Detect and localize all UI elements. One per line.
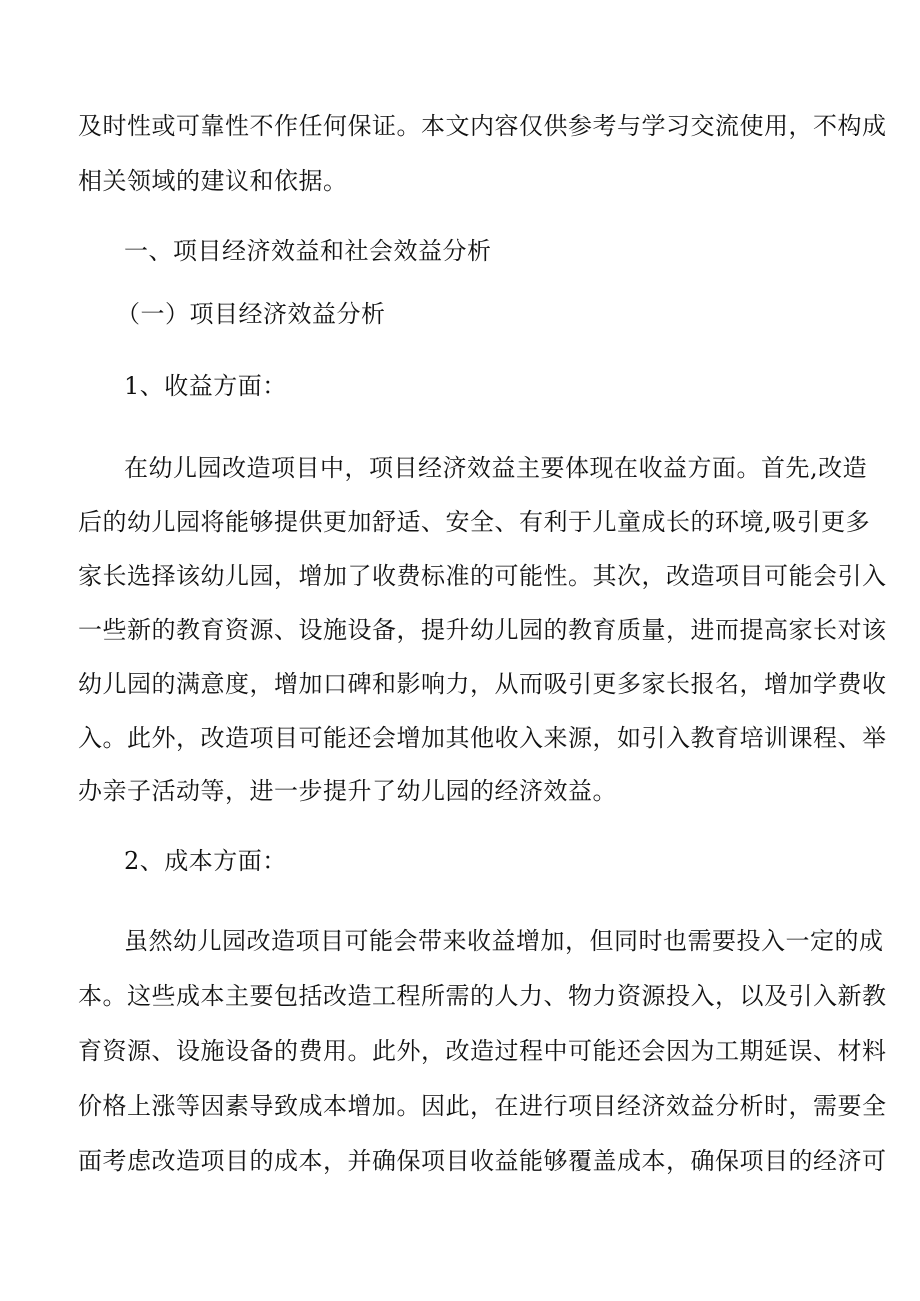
intro-line-2: 相关领域的建议和依据。: [78, 167, 348, 195]
item2-heading: 2、成本方面：: [124, 847, 287, 875]
item1-line-1: 在幼儿园改造项目中，项目经济效益主要体现在收益方面。首先,改造: [124, 454, 868, 482]
item1-line-6: 入。此外，改造项目可能还会增加其他收入来源，如引入教育培训课程、举: [78, 724, 887, 752]
item1-line-7: 办亲子活动等，进一步提升了幼儿园的经济效益。: [78, 777, 617, 805]
intro-line-1: 及时性或可靠性不作任何保证。本文内容仅供参考与学习交流使用，不构成: [78, 112, 887, 140]
item1-line-2: 后的幼儿园将能够提供更加舒适、安全、有利于儿童成长的环境,吸引更多: [78, 508, 871, 536]
item1-line-4: 一些新的教育资源、设施设备，提升幼儿园的教育质量，进而提高家长对该: [78, 616, 887, 644]
item2-line-1: 虽然幼儿园改造项目可能会带来收益增加，但同时也需要投入一定的成: [124, 927, 884, 955]
item2-line-2: 本。这些成本主要包括改造工程所需的人力、物力资源投入，以及引入新教: [78, 982, 887, 1010]
section-heading: 一、项目经济效益和社会效益分析: [124, 237, 492, 265]
item2-line-5: 面考虑改造项目的成本，并确保项目收益能够覆盖成本，确保项目的经济可: [78, 1147, 887, 1175]
item1-heading: 1、收益方面：: [124, 372, 287, 400]
item2-line-3: 育资源、设施设备的费用。此外，改造过程中可能还会因为工期延误、材料: [78, 1037, 887, 1065]
subsection-heading: （一）项目经济效益分析: [116, 300, 386, 328]
item2-line-4: 价格上涨等因素导致成本增加。因此，在进行项目经济效益分析时，需要全: [78, 1092, 887, 1120]
item1-line-3: 家长选择该幼儿园，增加了收费标准的可能性。其次，改造项目可能会引入: [78, 562, 887, 590]
item1-line-5: 幼儿园的满意度，增加口碑和影响力，从而吸引更多家长报名，增加学费收: [78, 670, 887, 698]
